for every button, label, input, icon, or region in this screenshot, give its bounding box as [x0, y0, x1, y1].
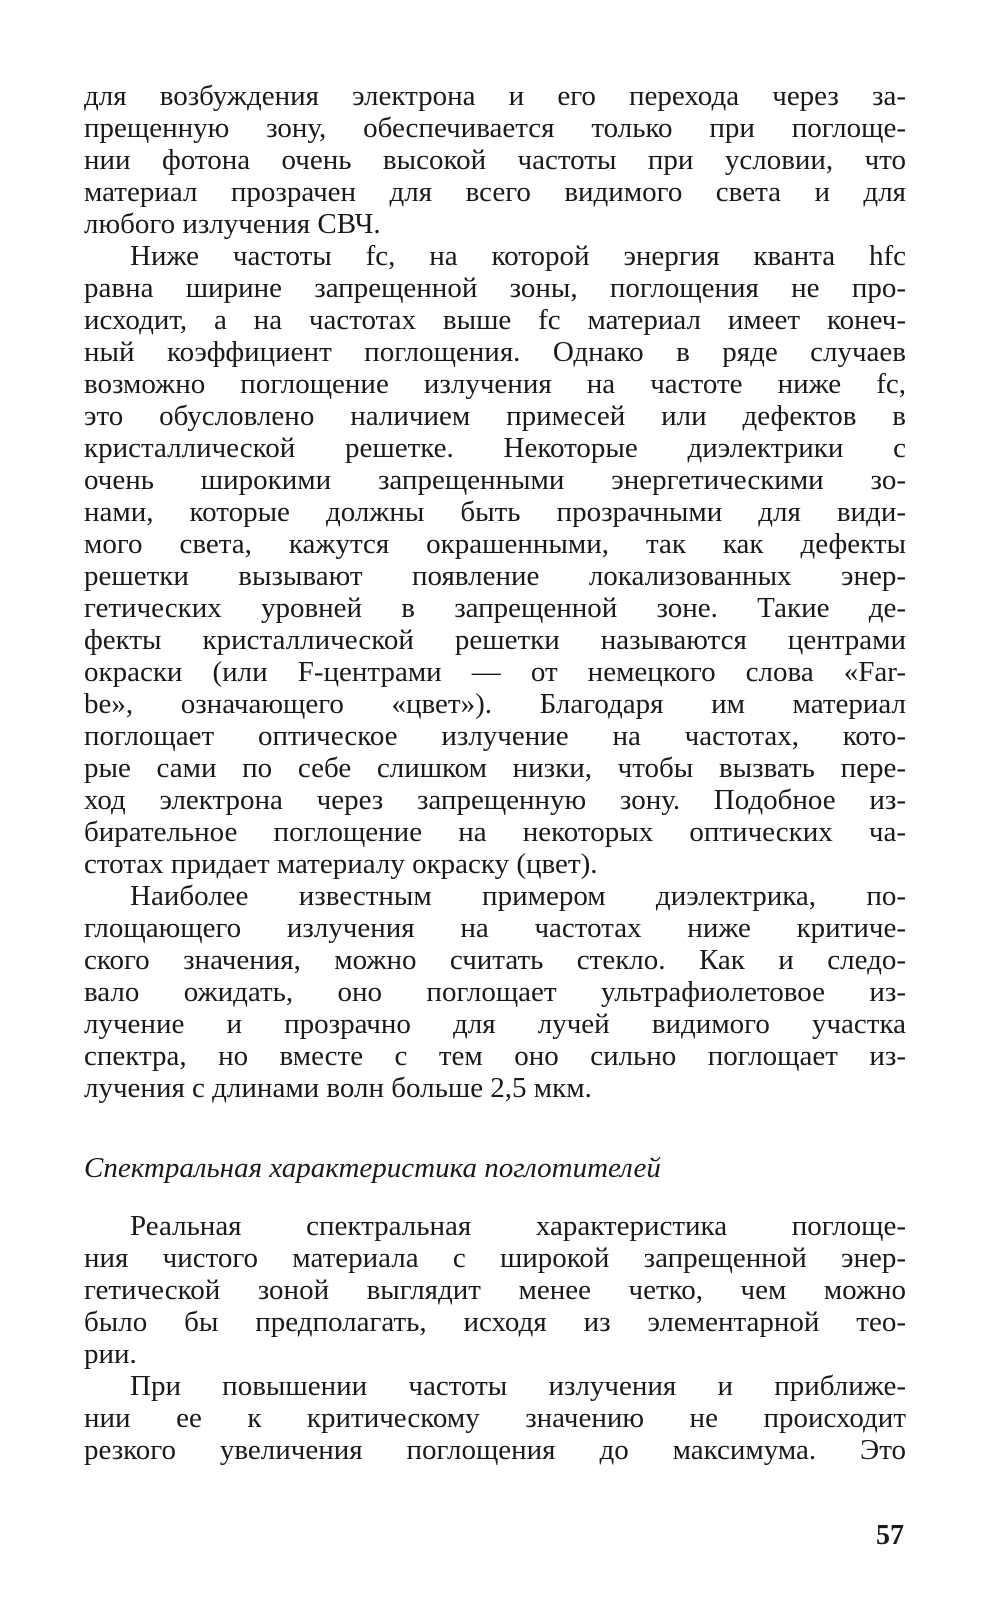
- text-line: кристаллической решетке. Некоторые диэлектрики с: [84, 432, 906, 464]
- paragraph: [84, 240, 906, 880]
- text-line: нами, которые должны быть прозрачными для види-: [84, 496, 906, 528]
- section-text: [84, 1210, 906, 1466]
- text-line: лучения с длинами волн больше 2,5 мкм.: [84, 1072, 592, 1104]
- paragraph: [84, 1210, 906, 1370]
- text-line: резкого увеличения поглощения до максимума. Это: [84, 1434, 906, 1466]
- text-line: решетки вызывают появление локализованных энер-: [84, 560, 906, 592]
- text-line: вало ожидать, оно поглощает ультрафиолетовое из-: [84, 976, 906, 1008]
- paragraph: [84, 880, 906, 1104]
- text-line: ния чистого материала с широкой запрещенной энер-: [84, 1242, 906, 1274]
- text-line: Реальная спектральная характеристика поглоще-: [130, 1210, 906, 1242]
- text-line: очень широкими запрещенными энергетическими зо-: [84, 464, 906, 496]
- page-number: 57: [876, 1520, 904, 1551]
- text-line: равна ширине запрещенной зоны, поглощения не про-: [84, 272, 906, 304]
- main-text: [84, 80, 906, 1104]
- text-line: ход электрона через запрещенную зону. Подобное из-: [84, 784, 906, 816]
- text-line: для возбуждения электрона и его перехода через за-: [84, 80, 906, 112]
- page-body: [84, 80, 906, 1466]
- text-line: бирательное поглощение на некоторых оптических ча-: [84, 816, 906, 848]
- text-line: Наиболее известным примером диэлектрика, по-: [130, 880, 906, 912]
- text-line: это обусловлено наличием примесей или дефектов в: [84, 400, 906, 432]
- text-line: фекты кристаллической решетки называются центрами: [84, 624, 906, 656]
- text-line: прещенную зону, обеспечивается только при поглоще-: [84, 112, 906, 144]
- text-line: глощающего излучения на частотах ниже критиче-: [84, 912, 906, 944]
- paragraph: [84, 80, 906, 240]
- text-line: спектра, но вместе с тем оно сильно поглощает из-: [84, 1040, 906, 1072]
- text-line: поглощает оптическое излучение на частотах, кото-: [84, 720, 906, 752]
- paragraph: [84, 1370, 906, 1466]
- text-line: гетических уровней в запрещенной зоне. Такие де-: [84, 592, 906, 624]
- text-line: нии фотона очень высокой частоты при условии, что: [84, 144, 906, 176]
- text-line: мого света, кажутся окрашенными, так как дефекты: [84, 528, 906, 560]
- text-line: нии ее к критическому значению не происходит: [84, 1402, 906, 1434]
- section-heading: Спектральная характеристика поглотителей: [84, 1152, 661, 1184]
- text-line: гетической зоной выглядит менее четко, чем можно: [84, 1274, 906, 1306]
- text-line: стотах придает материалу окраску (цвет).: [84, 848, 598, 880]
- text-line: материал прозрачен для всего видимого света и для: [84, 176, 906, 208]
- text-line: исходит, а на частотах выше fc материал имеет конеч-: [84, 304, 906, 336]
- text-line: лучение и прозрачно для лучей видимого участка: [84, 1008, 906, 1040]
- text-line: возможно поглощение излучения на частоте ниже fc,: [84, 368, 906, 400]
- text-line: любого излучения СВЧ.: [84, 208, 381, 240]
- text-line: ского значения, можно считать стекло. Как и следо-: [84, 944, 906, 976]
- text-line: Ниже частоты fc, на которой энергия кванта hfc: [130, 240, 906, 272]
- text-line: рии.: [84, 1338, 137, 1370]
- text-line: окраски (или F-центрами — от немецкого слова «Far-: [84, 656, 906, 688]
- text-line: be», означающего «цвет»). Благодаря им материал: [84, 688, 906, 720]
- text-line: было бы предполагать, исходя из элементарной тео-: [84, 1306, 906, 1338]
- text-line: ный коэффициент поглощения. Однако в ряде случаев: [84, 336, 906, 368]
- text-line: При повышении частоты излучения и приближе-: [130, 1370, 906, 1402]
- text-line: рые сами по себе слишком низки, чтобы вызвать пере-: [84, 752, 906, 784]
